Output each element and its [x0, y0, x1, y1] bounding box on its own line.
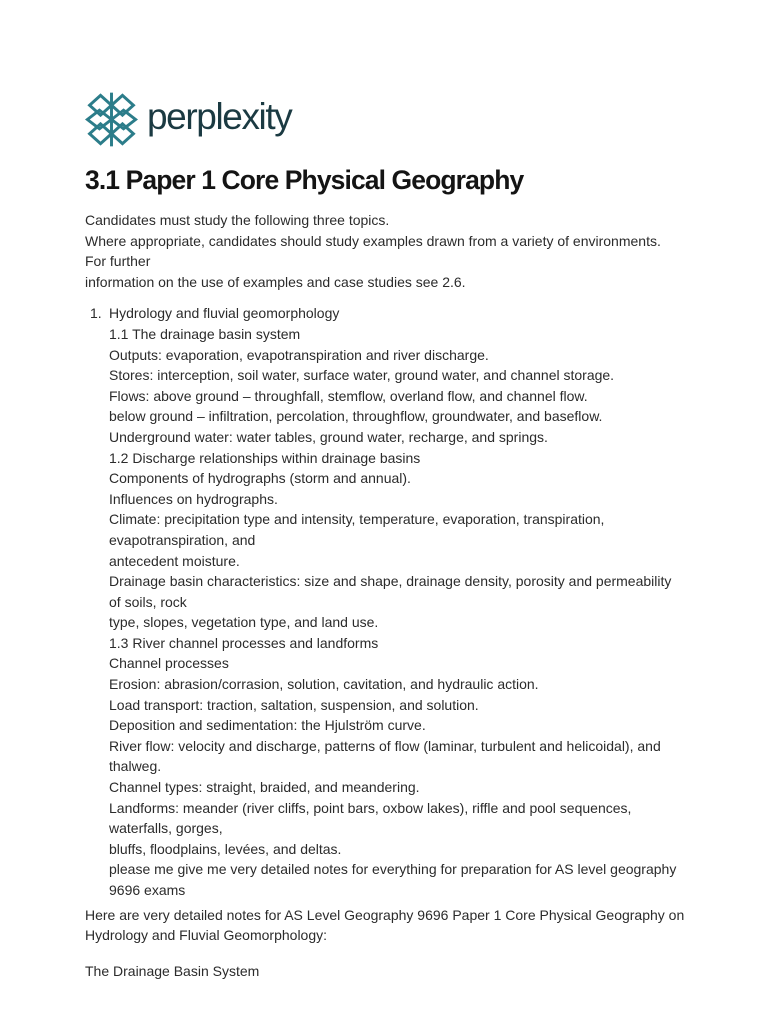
- response-paragraph: [85, 905, 710, 946]
- perplexity-asterisk-icon: [85, 91, 138, 148]
- list-marker: 1.: [90, 305, 102, 322]
- text-line: Underground water: water tables, ground water, recharge, and springs.: [109, 428, 548, 445]
- text-line: For further: [85, 253, 151, 270]
- text-line: Hydrology and Fluvial Geomorphology:: [85, 927, 328, 944]
- topics-list-lines: [109, 303, 710, 900]
- text-line: 1.1 The drainage basin system: [109, 325, 301, 342]
- text-line: Landforms: meander (river cliffs, point bars, oxbow lakes), riffle and pool sequences,: [109, 799, 632, 816]
- text-line: Load transport: traction, saltation, suspension, and solution.: [109, 696, 479, 713]
- text-line: information on the use of examples and case studies see 2.6.: [85, 273, 466, 290]
- text-line: below ground – infiltration, percolation, throughflow, groundwater, and baseflow.: [109, 408, 603, 425]
- text-line: Outputs: evaporation, evapotranspiration and river discharge.: [109, 346, 489, 363]
- text-line: of soils, rock: [109, 593, 187, 610]
- text-line: Channel processes: [109, 655, 229, 672]
- text-line: Hydrology and fluvial geomorphology: [109, 305, 340, 322]
- page-title: 3.1 Paper 1 Core Physical Geography: [85, 165, 524, 195]
- text-line: evapotranspiration, and: [109, 531, 256, 548]
- perplexity-logo: [85, 90, 710, 148]
- text-line: Deposition and sedimentation: the Hjulström curve.: [109, 717, 426, 734]
- text-line: Components of hydrographs (storm and annual).: [109, 470, 411, 487]
- text-line: 9696 exams: [109, 882, 186, 898]
- text-line: please me give me very detailed notes for everything for preparation for AS level geography: [109, 861, 677, 878]
- text-line: Flows: above ground – throughfall, stemflow, overland flow, and channel flow.: [109, 387, 588, 404]
- text-line: 1.2 Discharge relationships within drainage basins: [109, 449, 421, 466]
- text-line: antecedent moisture.: [109, 552, 240, 569]
- text-line: bluffs, floodplains, levées, and deltas.: [109, 840, 342, 857]
- intro-paragraph: [85, 210, 710, 292]
- text-line: 1.3 River channel processes and landforms: [109, 634, 379, 651]
- text-line: type, slopes, vegetation type, and land use.: [109, 614, 379, 631]
- perplexity-wordmark: perplexity: [147, 95, 292, 137]
- text-line: Stores: interception, soil water, surface water, ground water, and channel storage.: [109, 367, 615, 384]
- text-line: Climate: precipitation type and intensity, temperature, evaporation, transpiration,: [109, 511, 605, 528]
- text-line: Channel types: straight, braided, and meandering.: [109, 779, 420, 796]
- text-line: Here are very detailed notes for AS Level Geography 9696 Paper 1 Core Physical Geography on: [85, 906, 685, 923]
- text-line: thalweg.: [109, 758, 162, 775]
- text-line: Drainage basin characteristics: size and shape, drainage density, porosity and permeability: [109, 573, 672, 590]
- text-line: River flow: velocity and discharge, patterns of flow (laminar, turbulent and helicoidal), and: [109, 737, 661, 754]
- text-line: Where appropriate, candidates should study examples drawn from a variety of environments.: [85, 232, 661, 249]
- text-line: Candidates must study the following three topics.: [85, 212, 390, 228]
- text-line: Erosion: abrasion/corrasion, solution, cavitation, and hydraulic action.: [109, 676, 539, 693]
- section-title: The Drainage Basin System: [85, 962, 260, 979]
- topics-list-item: [85, 303, 710, 900]
- text-line: waterfalls, gorges,: [109, 820, 223, 837]
- text-line: Influences on hydrographs.: [109, 490, 278, 507]
